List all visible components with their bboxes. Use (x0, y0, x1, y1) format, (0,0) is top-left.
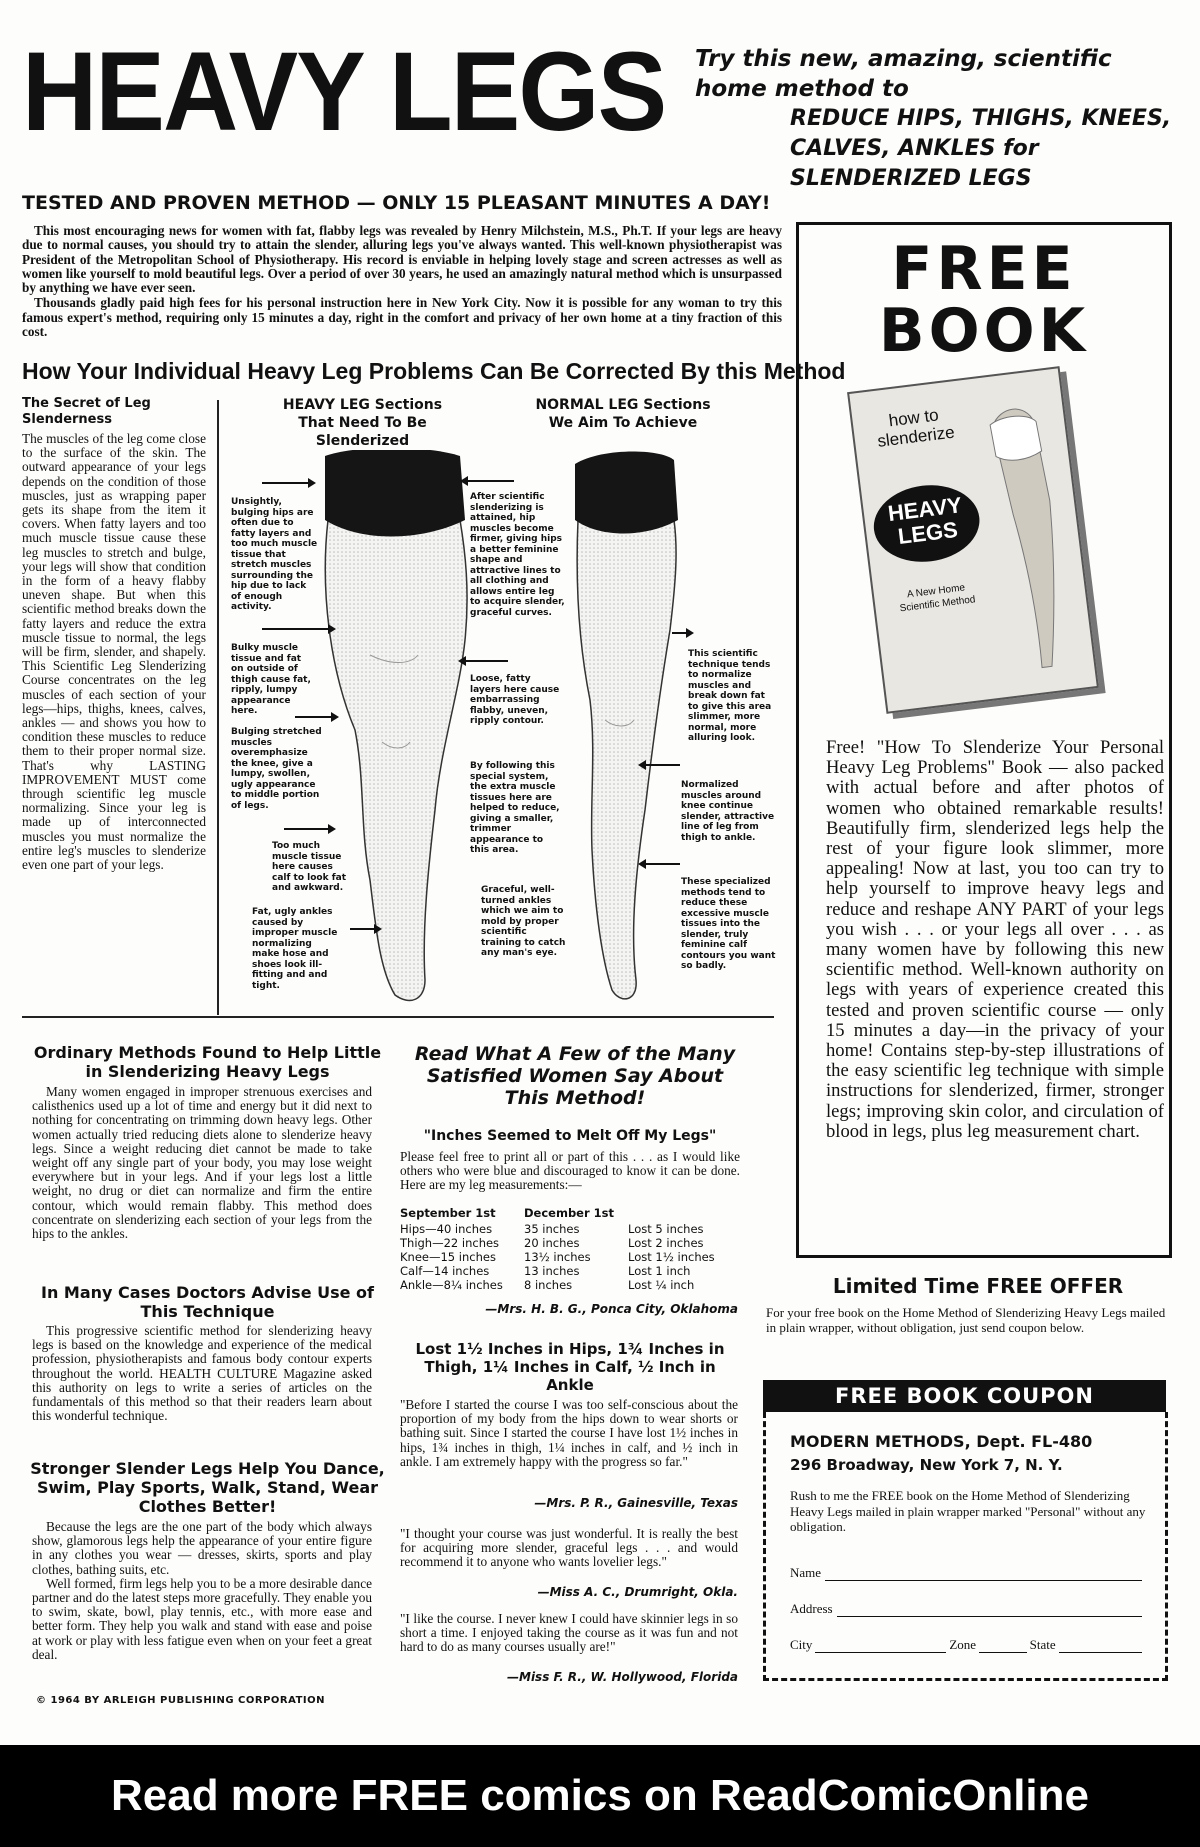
coupon-address-row (790, 1601, 1142, 1617)
secret-body: The muscles of the leg come close to the surface of the skin. The outward appearance of your legs depends on the condition of those muscles, just as wrapping paper gets its shape from the item it covers. When fatty layers and too much muscle tissue cause these leg muscles to stretch and bulge, your legs will show that condition in the form of a heavy flabby uneven shape. But when this scientific method breaks down the fatty layers and reduce the extra muscle tissue to normal, the legs will be firm, slender, and shapely. This Scientific Leg Slenderizing Course concentrates on the leg muscles of each section of your legs—hips, thighs, knees, calves, ankles — and shows you how to condition these muscles to reduce them to their proper normal size. That's why LASTING IMPROVEMENT MUST come through scientific leg muscle normalizing. Since your leg is made up of interconnected muscles you must normalize the entire leg's muscles to slenderize even one part of your legs. (22, 431, 206, 873)
column-divider (217, 400, 219, 1015)
subhead-line-1: Try this new, amazing, scientific home method to (695, 46, 1112, 102)
zone-label: Zone (949, 1637, 977, 1652)
arrow-icon (460, 660, 508, 662)
book-cover (847, 366, 1099, 714)
table-row (400, 1222, 719, 1236)
tested-tagline: TESTED AND PROVEN METHOD — ONLY 15 PLEASANT MINUTES A DAY! (22, 192, 771, 214)
table-cell: Lost 1½ inches (628, 1250, 715, 1264)
name-label: Name (790, 1565, 822, 1580)
normal-leg (575, 451, 678, 998)
table-header: December 1st (524, 1206, 614, 1220)
testimonial-1-heading: "Inches Seemed to Melt Off My Legs" (423, 1128, 717, 1144)
table-cell: Ankle—8¼ inches (400, 1278, 503, 1292)
address-label: Address (790, 1601, 833, 1616)
book-cover-title: how to slenderize (876, 405, 956, 451)
coupon-address: 296 Broadway, New York 7, N. Y. (790, 1456, 1063, 1474)
section-divider (22, 1016, 774, 1018)
table-cell: Lost 1 inch (628, 1264, 691, 1278)
heavy-leg (325, 450, 467, 1000)
table-cell: 8 inches (524, 1278, 573, 1292)
heavy-label-ankle: Fat, ugly ankles caused by improper muscle normalizing make hose and shoes look ill-fitting and and tight. (252, 907, 338, 991)
arrow-icon (262, 628, 334, 630)
testimonial-2-body: "Before I started the course I was too self-conscious about the proportion of my body from the hips down to wear shorts or bathing suit. Since I started the course I have lost 1½ inches in hips, 1¾ inches in thigh, 1¼ inches in calf, and ½ inch in ankle. I am extremely happy with the progress so far." (400, 1397, 738, 1469)
testimonial-1-body: Please feel free to print all or part of this . . . as I would like others who were blue and discouraged to know it can be done. Here are my leg measurements:— (400, 1149, 740, 1193)
coupon-text: Rush to me the FREE book on the Home Method of Slenderizing Heavy Legs mailed in plain wrapper marked "Personal" without any obligation. (790, 1488, 1146, 1534)
heavy-leg-heading: HEAVY LEG Sections That Need To Be Slenderized (282, 397, 443, 449)
arrow-icon (350, 928, 380, 930)
ordinary-methods-heading: Ordinary Methods Found to Help Little in Slenderizing Heavy Legs (33, 1043, 382, 1081)
book-cover-subtitle: A New Home Scientific Method (899, 582, 977, 615)
ordinary-methods-paragraph: Many women engaged in improper strenuous exercises and calisthenics used up a lot of time and energy but it did next to nothing for concentrating on trimming down heavy legs. Other women actually tried reducing diets alone to slenderize heavy legs. Since a weight reducing diet cannot be made to take weight off any single part of your body, you may lose weight everywhere but in your legs. And if your legs lost a little weight, no drug or diet can normalize and firm the entire contour, which would remain flabby. This method does concentrate on slenderizing each section of your legs from the hips to the ankles. (32, 1084, 372, 1242)
address-field[interactable] (837, 1602, 1142, 1617)
name-field[interactable] (825, 1566, 1142, 1581)
heavy-label-knee: Bulging stretched muscles overemphasize the knee, give a lumpy, swollen, ugly appearance to middle portion of legs. (231, 727, 322, 811)
normal-label-system: By following this special system, the extra muscle tissues here are helped to reduce, giving a smaller, trimmer appearance to this area. (470, 761, 560, 855)
arrow-icon (284, 828, 334, 830)
book-cover-oval: HEAVY LEGS (869, 479, 983, 567)
doctors-body (32, 1324, 372, 1423)
table-header: September 1st (400, 1206, 496, 1220)
heavy-label-thigh: Bulky muscle tissue and fat on outside of thigh cause fat, ripply, lumpy appearance here. (231, 643, 311, 716)
table-cell: Calf—14 inches (400, 1264, 490, 1278)
testimonial-3-body: "I thought your course was just wonderful. It is really the best for acquiring more slender, graceful legs . . . and would recommend it to anyone who wants lovelier legs." (400, 1526, 738, 1570)
table-header (628, 1206, 719, 1222)
normal-label-ankles: Graceful, well-turned ankles which we aim to mold by proper scientific training to catch any man's eye. (481, 885, 566, 958)
subhead (695, 44, 1175, 194)
copyright: © 1964 BY ARLEIGH PUBLISHING CORPORATION (36, 1695, 325, 1706)
table-cell: 20 inches (524, 1236, 580, 1250)
normal-label-hips: After scientific slenderizing is attained, hip muscles become firmer, giving hips a better feminine shape and attractive lines to all clothing and allows entire leg to acquire slender, graceful curves. (470, 492, 565, 618)
heavy-label-calf: Too much muscle tissue here causes calf to look fat and awkward. (272, 841, 347, 893)
subhead-line-2: REDUCE HIPS, THIGHS, KNEES, CALVES, ANKLES for SLENDERIZED LEGS (790, 106, 1172, 191)
coupon-city-row (790, 1637, 1142, 1653)
table-row (400, 1264, 719, 1278)
how-heading: How Your Individual Heavy Leg Problems Can Be Corrected By this Method (22, 358, 846, 384)
table-header-row (400, 1206, 719, 1222)
doctors-paragraph: This progressive scientific method for slenderizing heavy legs is based on the knowledge and experience of the medical profession, physiotherapists and famous body contour experts throughout the world. HEALTH CULTURE Magazine asked this authority on legs to write a series of articles on the fundamentals of this method so that their readers learn about this wonderful technique. (32, 1323, 372, 1424)
stronger-legs-paragraph-2: Well formed, firm legs help you to be a more desirable dance partner and do the latest steps more gracefully. They enable you to swim, skate, bowl, play tennis, etc., with more ease and better form. They help you walk and stand with ease and poise at work or play with less fatigue even when on your feet a great deal. (32, 1575, 372, 1662)
headline: HEAVY LEGS (22, 29, 666, 154)
intro-paragraph-2: Thousands gladly paid high fees for his personal instruction here in New York City. Now it is possible for any woman to try this famous expert's method, requiring only 15 minutes a day, right in the comfort and privacy of her own home at a tiny fraction of this cost. (22, 295, 782, 340)
normal-label-knee: Normalized muscles around knee continue slender, attractive line of leg from thigh to ankle. (681, 780, 775, 843)
table-row (400, 1278, 719, 1292)
stronger-legs-body (32, 1520, 372, 1662)
testimonial-3-signature: —Miss A. C., Drumright, Okla. (537, 1585, 738, 1599)
arrow-icon (640, 863, 680, 865)
city-field[interactable] (815, 1638, 946, 1653)
intro-text (22, 224, 782, 340)
table-cell: Lost ¼ inch (628, 1278, 695, 1292)
stronger-legs-heading: Stronger Slender Legs Help You Dance, Swim, Play Sports, Walk, Stand, Wear Clothes Better! (30, 1459, 385, 1516)
arrow-icon (462, 480, 514, 482)
stronger-legs-paragraph-1: Because the legs are the one part of the body which always show, glamorous legs help the appearance of your entire figure in any clothes you wear — dresses, skirts, sports and play clothes, bathing suits, etc. (32, 1519, 372, 1577)
testimonial-4-body: "I like the course. I never knew I could have skinnier legs in so short a time. I enjoyed taking the course as it was fun and not hard to do as many courses usually are!" (400, 1611, 738, 1655)
arrow-icon (640, 764, 680, 766)
coupon-heading: FREE BOOK COUPON (763, 1380, 1166, 1412)
measurement-table (400, 1206, 719, 1292)
limited-offer-text: For your free book on the Home Method of Slenderizing Heavy Legs mailed in plain wrapper, without obligation, just send coupon below. (766, 1305, 1166, 1335)
doctors-heading: In Many Cases Doctors Advise Use of This Technique (41, 1283, 374, 1321)
testimonial-4-signature: —Miss F. R., W. Hollywood, Florida (507, 1670, 738, 1684)
secret-heading: The Secret of Leg Slenderness (22, 396, 151, 427)
normal-label-flabby: Loose, fatty layers here cause embarrassing flabby, uneven, ripply contour. (470, 674, 560, 726)
state-label: State (1029, 1637, 1056, 1652)
table-row (400, 1250, 719, 1264)
arrow-icon (295, 716, 337, 718)
table-row (400, 1236, 719, 1250)
city-label: City (790, 1637, 813, 1652)
intro-paragraph-1: This most encouraging news for women with fat, flabby legs was revealed by Henry Milchstein, M.S., Ph.T. If your legs are heavy due to normal causes, you should try to attain the slender, alluring legs you've always wanted. This well-known physiotherapist was President of the Metropolitan School of Physiotherapy. His record is enviable in helping lovely stage and screen actresses as well as women like yourself to mold beautiful legs. Over a period of over 30 years, he used an amazingly natural method which is unsurpassed by anything we have ever seen. (22, 223, 782, 296)
promo-banner[interactable]: Read more FREE comics on ReadComicOnline (0, 1745, 1200, 1847)
testimonial-1-signature: —Mrs. H. B. G., Ponca City, Oklahoma (485, 1302, 738, 1316)
table-cell: 13½ inches (524, 1250, 591, 1264)
table-cell: Lost 5 inches (628, 1222, 704, 1236)
coupon-name-row (790, 1565, 1142, 1581)
table-cell: Hips—40 inches (400, 1222, 493, 1236)
table-cell: Lost 2 inches (628, 1236, 704, 1250)
table-cell: Knee—15 inches (400, 1250, 496, 1264)
table-cell: 13 inches (524, 1264, 580, 1278)
free-book-title-line-2: BOOK (878, 296, 1090, 366)
arrow-icon (672, 632, 692, 634)
arrow-icon (262, 482, 314, 484)
testimonial-2-heading: Lost 1½ Inches in Hips, 1¾ Inches in Thigh, 1¼ Inches in Calf, ½ Inch in Ankle (415, 1340, 725, 1394)
table-cell: Thigh—22 inches (400, 1236, 500, 1250)
normal-leg-heading: NORMAL LEG Sections We Aim To Achieve (535, 397, 711, 431)
heavy-label-hips: Unsightly, bulging hips are often due to fatty layers and too much muscle tissue that stretch muscles surrounding the hip due to lack of enough activity. (231, 497, 318, 612)
testimonial-2-signature: —Mrs. P. R., Gainesville, Texas (534, 1496, 738, 1510)
limited-offer-heading: Limited Time FREE OFFER (832, 1274, 1124, 1298)
state-field[interactable] (1059, 1638, 1142, 1653)
coupon-company: MODERN METHODS, Dept. FL-480 (790, 1432, 1093, 1451)
table-cell: 35 inches (524, 1222, 580, 1236)
ordinary-methods-body (32, 1085, 372, 1241)
normal-label-calf: These specialized methods tend to reduce these excessive muscle tissues into the slender, truly feminine calf contours you want so badly. (681, 877, 776, 971)
normal-label-technique: This scientific technique tends to normalize muscles and break down fat to give this area slimmer, more normal, more alluring look. (688, 649, 772, 743)
free-book-description: Free! "How To Slenderize Your Personal Heavy Leg Problems" Book — also packed with actual before and after photos of women who obtained remarkable results! Beautifully firm, slenderized legs help the rest of your figure look slimmer, more appealing! Now at last, you too can try to help yourself to improve heavy legs and reduce and reshape ANY PART of your legs you wish . . . or your legs all over . . . as many women have by following this new scientific method. Well-known authority on legs with years of experience created this tested and proven scientific course — only 15 minutes a day—in the privacy of your home! Contains step-by-step illustrations of the easy scientific leg technique with simple instructions for slenderized, firmer, stronger legs; improving skin color, and circulation of blood in legs, plus leg measurement chart. (826, 737, 1164, 1142)
zone-field[interactable] (979, 1638, 1027, 1653)
free-book-title (796, 234, 1172, 366)
testimonials-heading: Read What A Few of the Many Satisfied Women Say About This Method! (414, 1043, 736, 1109)
free-book-title-line-1: FREE (891, 234, 1077, 304)
